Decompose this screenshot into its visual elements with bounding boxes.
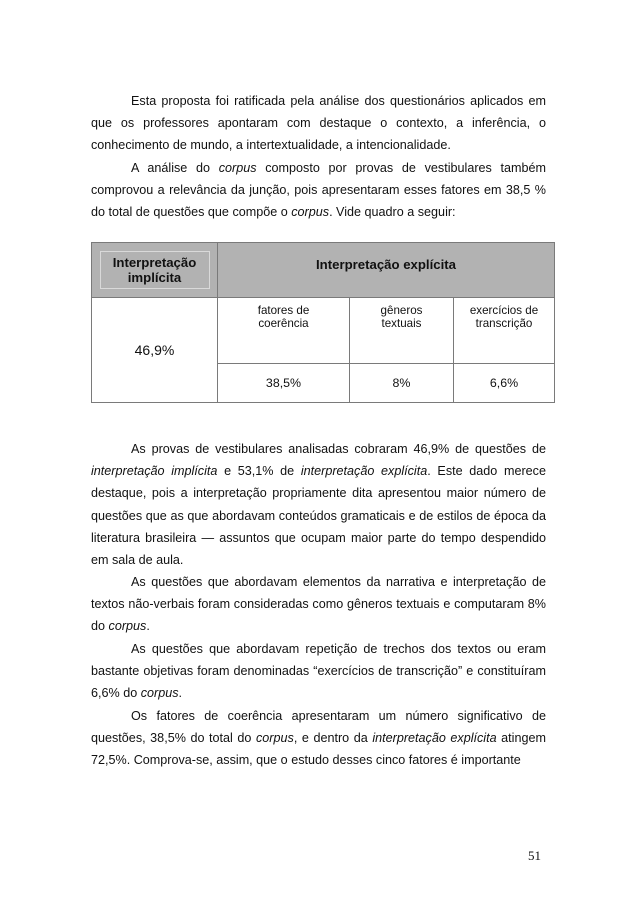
paragraph-text: composto por provas de vestibulares também comprovou a relevância da junção, pois apresentaram esses fatores em 38,5 % do total de questões que compõe o bbox=[91, 161, 547, 220]
paragraph-text: Esta proposta foi ratificada pela análise dos questionários aplicados em que os professores apontaram com destaque o contexto, a inferência, o conhecimento de mundo, a intertextualidade, a intencionalidade. bbox=[91, 94, 546, 153]
implicit-value-cell bbox=[92, 298, 218, 403]
paragraph-text: . bbox=[146, 619, 150, 634]
paragraph-text: Os fatores de coerência apresentaram um número significativo de questões, 38,5% do total do bbox=[91, 709, 546, 746]
paragraph-text: As questões que abordavam elementos da narrativa e interpretação de textos não-verbais foram consideradas como gêneros textuais e computaram 8% do bbox=[91, 575, 546, 634]
paragraph-text: . bbox=[178, 686, 183, 701]
italic-term: corpus bbox=[256, 731, 294, 746]
header-explicit: Interpretação explícita bbox=[218, 243, 555, 298]
column-value: 38,5% bbox=[265, 376, 302, 390]
paragraph-1 bbox=[91, 90, 546, 157]
paragraph-4 bbox=[91, 571, 546, 638]
column-label: exercícios de transcrição bbox=[469, 304, 539, 330]
column-label: fatores de coerência bbox=[257, 304, 310, 330]
column-label-cell bbox=[350, 298, 454, 364]
paragraph-text: atingem 72,5%. Comprova-se, assim, que o estudo desses cinco fatores é importante bbox=[91, 731, 546, 768]
paragraph-text: As questões que abordavam repetição de trechos dos textos ou eram bastante objetivas foram denominadas “exercícios de transcrição” e constituíram 6,6% do bbox=[91, 642, 546, 701]
paragraph-text: . Este dado merece destaque, pois a interpretação propriamente dita apresentou maior número de questões que as que abordavam conteúdos gramaticais e de estilos de época da literatura brasileira — assuntos que ocupam maior parte do tempo despendido em sala de aula. bbox=[91, 464, 546, 568]
italic-term: corpus bbox=[218, 161, 257, 175]
page-number: 51 bbox=[528, 848, 541, 863]
implicit-value: 46,9% bbox=[134, 342, 175, 358]
column-value: 8% bbox=[392, 376, 411, 390]
paragraph-2 bbox=[91, 157, 546, 224]
italic-term: interpretação implícita bbox=[91, 464, 218, 479]
header-implicit: Interpretação implícita bbox=[92, 243, 218, 298]
paragraph-text: As provas de vestibulares analisadas cobraram 46,9% de questões de bbox=[131, 442, 546, 456]
column-label-cell bbox=[454, 298, 555, 364]
paragraph-text: e 53,1% de bbox=[217, 464, 301, 479]
italic-term: interpretação explícita bbox=[372, 731, 497, 746]
column-value-cell bbox=[350, 364, 454, 403]
italic-term: interpretação explícita bbox=[300, 464, 428, 479]
paragraph-text: , e dentro da bbox=[293, 731, 373, 746]
italic-term: corpus bbox=[108, 619, 147, 634]
column-value-cell bbox=[218, 364, 350, 403]
paragraph-text: A análise do bbox=[131, 161, 219, 175]
column-value: 6,6% bbox=[489, 376, 519, 390]
column-value-cell bbox=[454, 364, 555, 403]
column-label: gêneros textuais bbox=[380, 304, 423, 330]
interpretation-table bbox=[91, 242, 555, 403]
paragraph-5 bbox=[91, 638, 546, 705]
paragraph-6 bbox=[91, 705, 546, 772]
column-label-cell bbox=[218, 298, 350, 364]
italic-term: corpus bbox=[291, 205, 330, 220]
paragraph-text: . Vide quadro a seguir: bbox=[329, 205, 456, 220]
italic-term: corpus bbox=[140, 686, 179, 701]
paragraph-3 bbox=[91, 438, 546, 571]
